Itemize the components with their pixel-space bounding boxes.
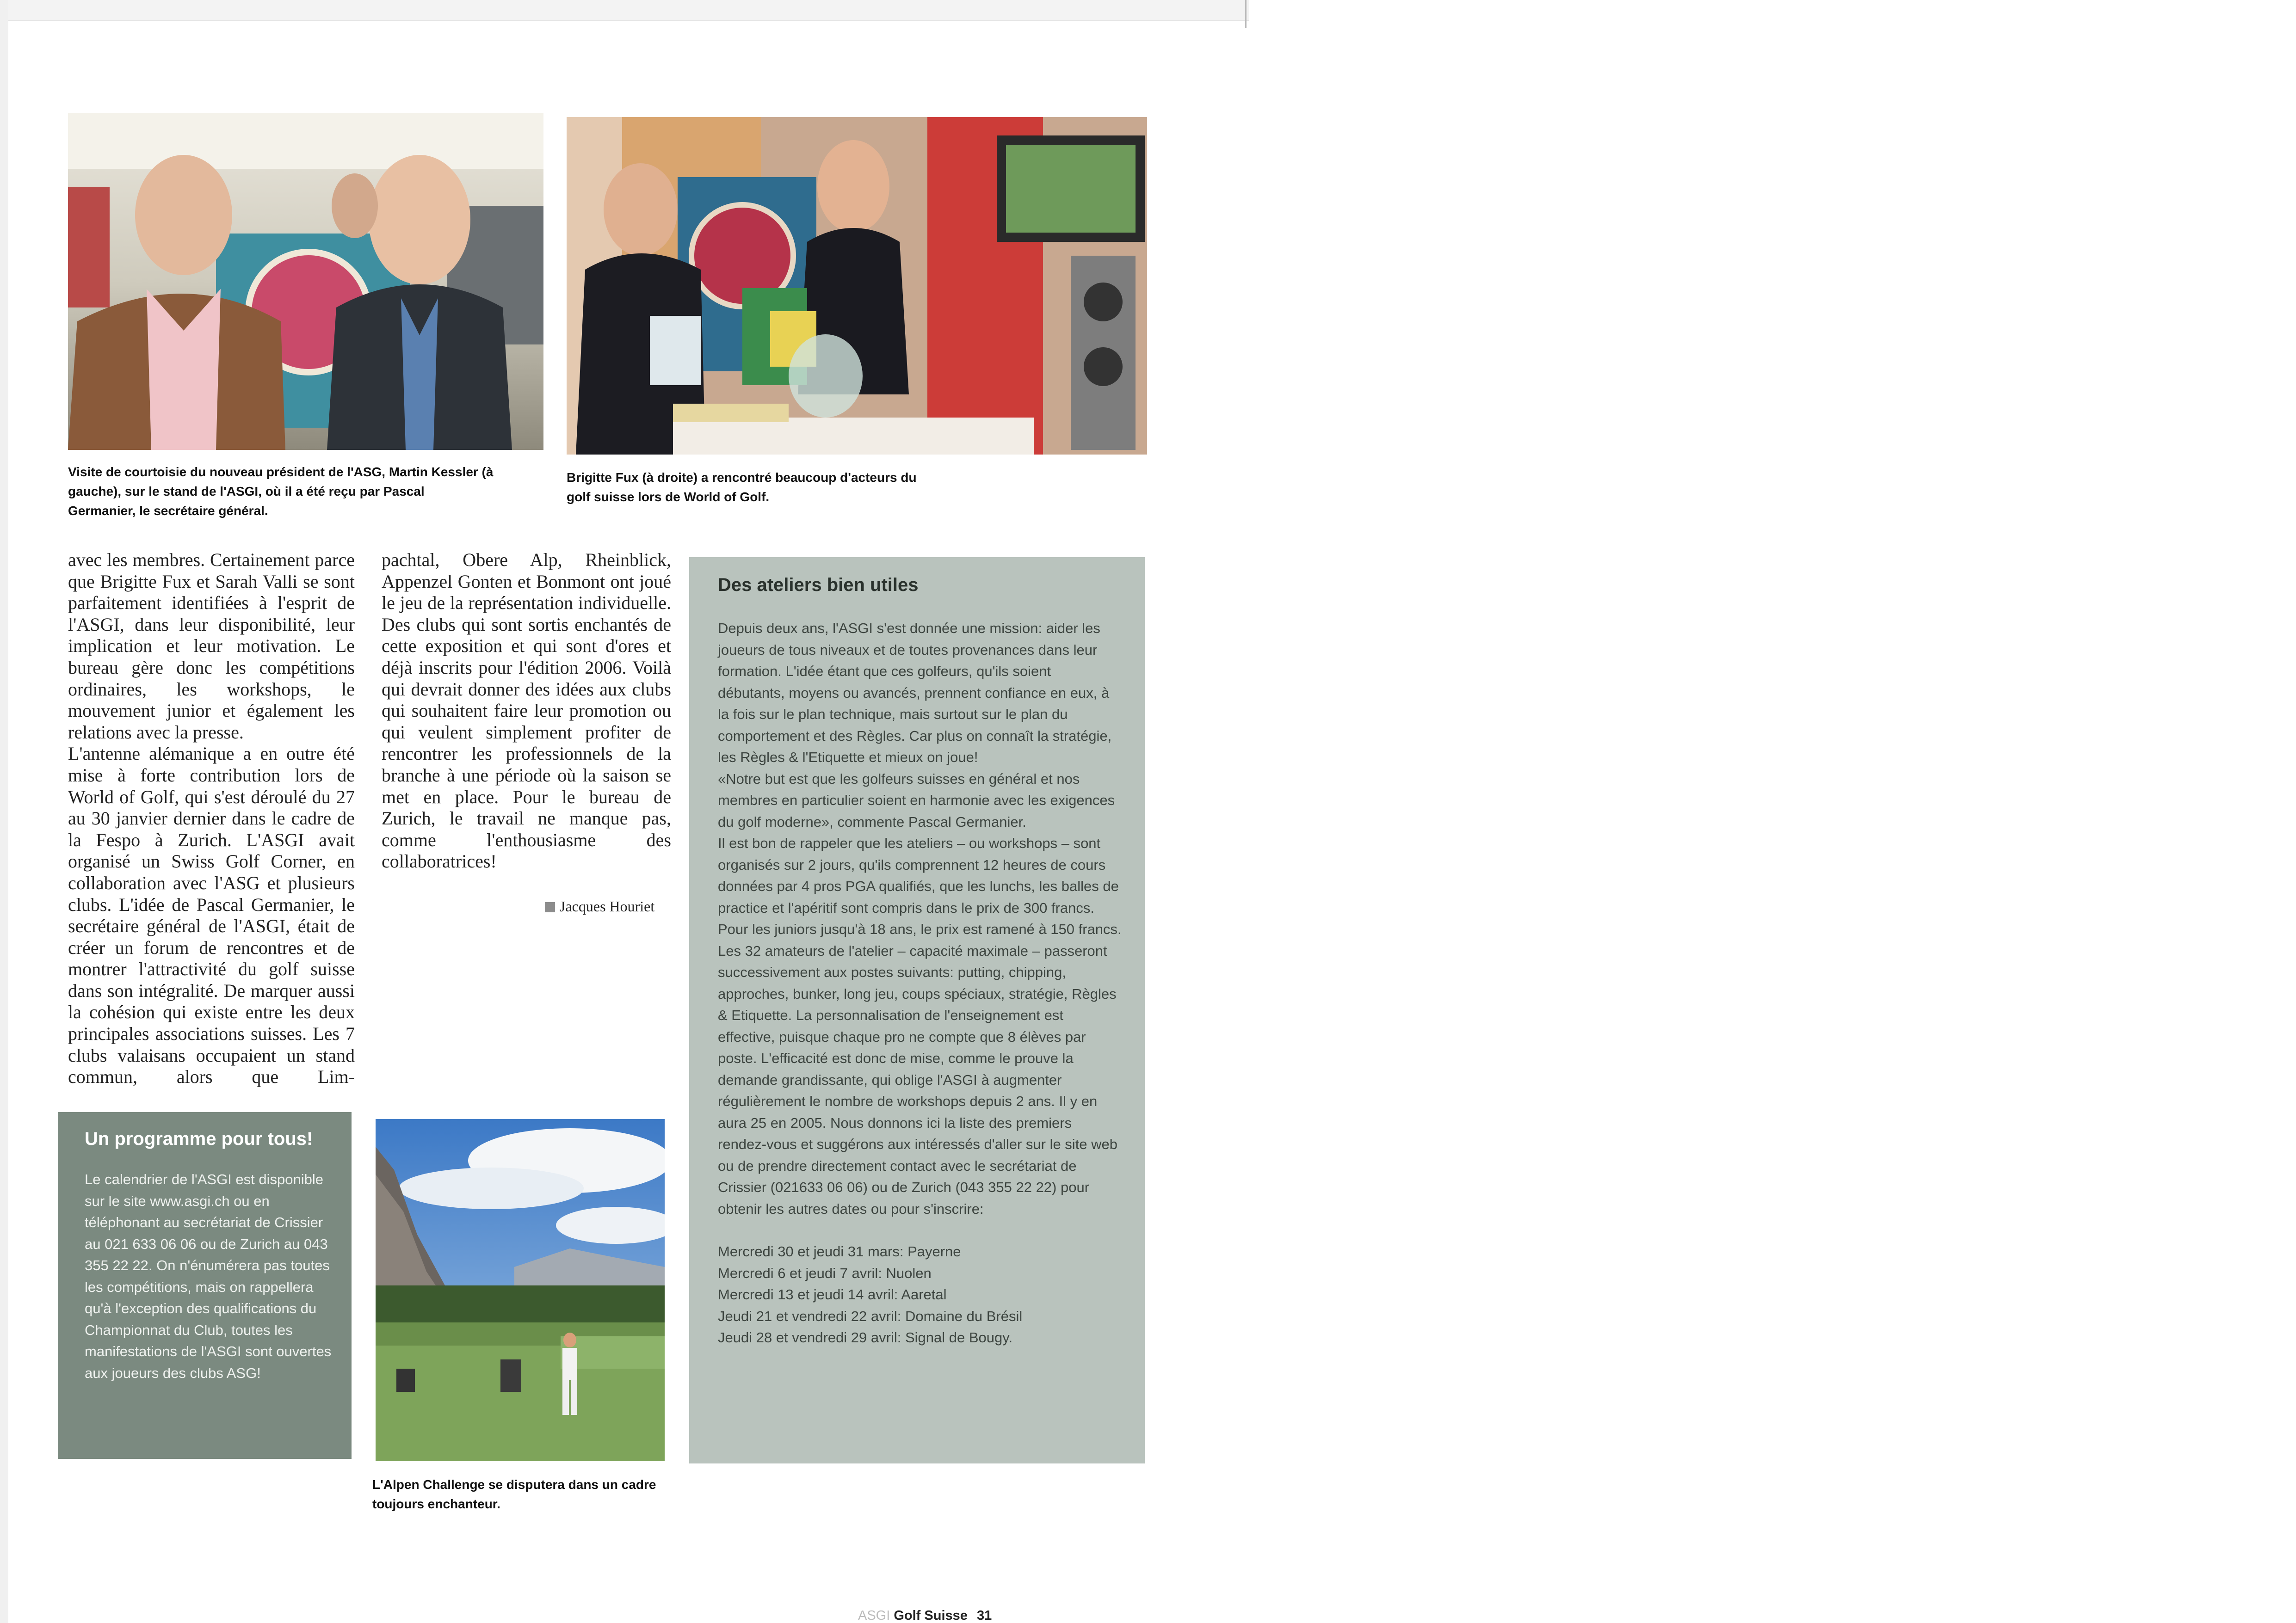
- sidebar-paragraph: «Notre but est que les golfeurs suisses en général et nos membres en particulier soient en harmonie avec les exigences du golf moderne», commente Pascal Germanier.: [718, 770, 1115, 830]
- workshop-date: Mercredi 13 et jeudi 14 avril: Aaretal: [718, 1286, 947, 1303]
- sidebar-body: [85, 1169, 333, 1384]
- page-footer: [858, 1608, 992, 1623]
- workshop-date: Mercredi 6 et jeudi 7 avril: Nuolen: [718, 1265, 932, 1281]
- sidebar-ateliers: [689, 557, 1145, 1463]
- footer-brand: ASGI: [858, 1608, 890, 1623]
- photo-kessler-germanier: [68, 113, 543, 450]
- sidebar-body: [718, 618, 1122, 1349]
- author-name: Jacques Houriet: [560, 898, 655, 915]
- sidebar-paragraph: Le calendrier de l'ASGI est disponible sur le site www.asgi.ch ou en téléphonant au secrétariat de Crissier au 021 633 06 06 ou de Zurich au 043 355 22 22. On n'énumérera pas toutes les compétitions, mais on rappellera qu'à l'exception des qualifications du Championnat du Club, toutes les manifestations de l'ASGI sont ouvertes aux joueurs des clubs ASG!: [85, 1171, 332, 1381]
- page-number: 31: [976, 1608, 992, 1623]
- photo-alpen-challenge: [376, 1119, 665, 1461]
- sidebar-title: Des ateliers bien utiles: [718, 575, 919, 595]
- article-paragraph: avec les membres. Certainement parce que Brigitte Fux et Sarah Valli se sont parfaitement identifiées à l'esprit de l'ASGI, dans leur disponibilité, leur implication et leur motivation. Le bureau gère donc les compétitions ordinaires, les workshops, le mouvement junior et également les relations avec la presse.: [68, 549, 355, 743]
- sidebar-paragraph: Depuis deux ans, l'ASGI s'est donnée une mission: aider les joueurs de tous niveaux et de toutes provenances dans leur formation. L'idée étant que ces golfeurs, qu'ils soient débutants, moyens ou avancés, prennent confiance en eux, à la fois sur le plan technique, mais surtout sur le plan du comportement et des Règles. Car plus on connaît la stratégie, les Règles & l'Etiquette et mieux on joue!: [718, 620, 1112, 765]
- workshop-date: Jeudi 21 et vendredi 22 avril: Domaine du Brésil: [718, 1308, 1023, 1324]
- workshop-date: Mercredi 30 et jeudi 31 mars: Payerne: [718, 1243, 961, 1260]
- photo-caption: L'Alpen Challenge se disputera dans un cadre toujours enchanteur.: [372, 1477, 656, 1511]
- scan-border-left: [0, 0, 8, 1623]
- scan-border-top: [0, 0, 1249, 21]
- footer-magazine: Golf Suisse: [894, 1608, 968, 1623]
- photo-caption: Visite de courtoisie du nouveau président de l'ASG, Martin Kessler (à gauche), sur le stand de l'ASGI, où il a été reçu par Pascal Germanier, le secrétaire général.: [68, 465, 494, 518]
- signature-square-icon: [545, 902, 555, 912]
- sidebar-paragraph: Les 32 amateurs de l'atelier – capacité maximale – passeront successivement aux postes suivants: putting, chipping, approches, bunker, long jeu, coups spéciaux, stratégie, Règles & Etiquette. La personnalisation de l'enseignement est effective, puisque chaque pro ne compte que 8 élèves par poste. L'efficacité est donc de mise, comme le prouve la demande grandissante, qui oblige l'ASGI à augmenter régulièrement le nombre de workshops depuis 2 ans. Il y en aura 25 en 2005. Nous donnons ici la liste des premiers rendez-vous et suggérons aux intéressés d'aller sur le site web ou de prendre directement contact avec le secrétariat de Crissier (021633 06 06) ou de Zurich (043 355 22 22) pour obtenir les autres dates ou pour s'inscrire:: [718, 942, 1118, 1217]
- article-paragraph: pachtal, Obere Alp, Rheinblick, Appenzel Gonten et Bonmont ont joué le jeu de la représentation individuelle. Des clubs qui sont sortis enchantés de cette exposition et qui sont d'ores et déjà inscrits pour l'édition 2006. Voilà qui devrait donner des idées aux clubs qui souhaitent faire leur promotion ou qui veulent simplement profiter de rencontrer les professionnels de la branche à une période où la saison se met en place. Pour le bureau de Zurich, le travail ne manque pas, comme l'enthousiasme des collaboratrices!: [382, 549, 671, 872]
- article-paragraph: L'antenne alémanique a en outre été mise à forte contribution lors de World of Golf, qui s'est déroulé du 27 au 30 janvier dernier dans le cadre de la Fespo à Zurich. L'ASGI avait organisé un Swiss Golf Corner, en collaboration avec l'ASG et plusieurs clubs. L'idée de Pascal Germanier, le secrétaire général de l'ASGI, était de créer un forum de rencontres et de montrer l'attractivité du golf suisse dans son intégralité. De marquer aussi la cohésion qui existe entre les deux principales associations suisses. Les 7 clubs valaisans occupaient un stand commun, alors que Lim-: [68, 743, 355, 1088]
- photo-brigitte-fux-stand: [567, 117, 1147, 455]
- scan-fold-mark: [1245, 0, 1247, 28]
- sidebar-paragraph: Il est bon de rappeler que les ateliers – ou workshops – sont organisés sur 2 jours, qu'ils comprennent 12 heures de cours données par 4 pros PGA qualifiés, que les lunchs, les balles de practice et l'apéritif sont compris dans le prix de 300 francs. Pour les juniors jusqu'à 18 ans, le prix est ramené à 150 francs.: [718, 835, 1122, 937]
- article-column-1: [68, 549, 355, 1088]
- author-signature: [545, 898, 654, 915]
- sidebar-programme: [58, 1112, 352, 1459]
- photo-caption: Brigitte Fux (à droite) a rencontré beaucoup d'acteurs du golf suisse lors de World of Golf.: [567, 470, 917, 504]
- article-column-2: [382, 549, 671, 873]
- sidebar-title: Un programme pour tous!: [85, 1129, 313, 1149]
- workshop-date: Jeudi 28 et vendredi 29 avril: Signal de Bougy.: [718, 1329, 1013, 1346]
